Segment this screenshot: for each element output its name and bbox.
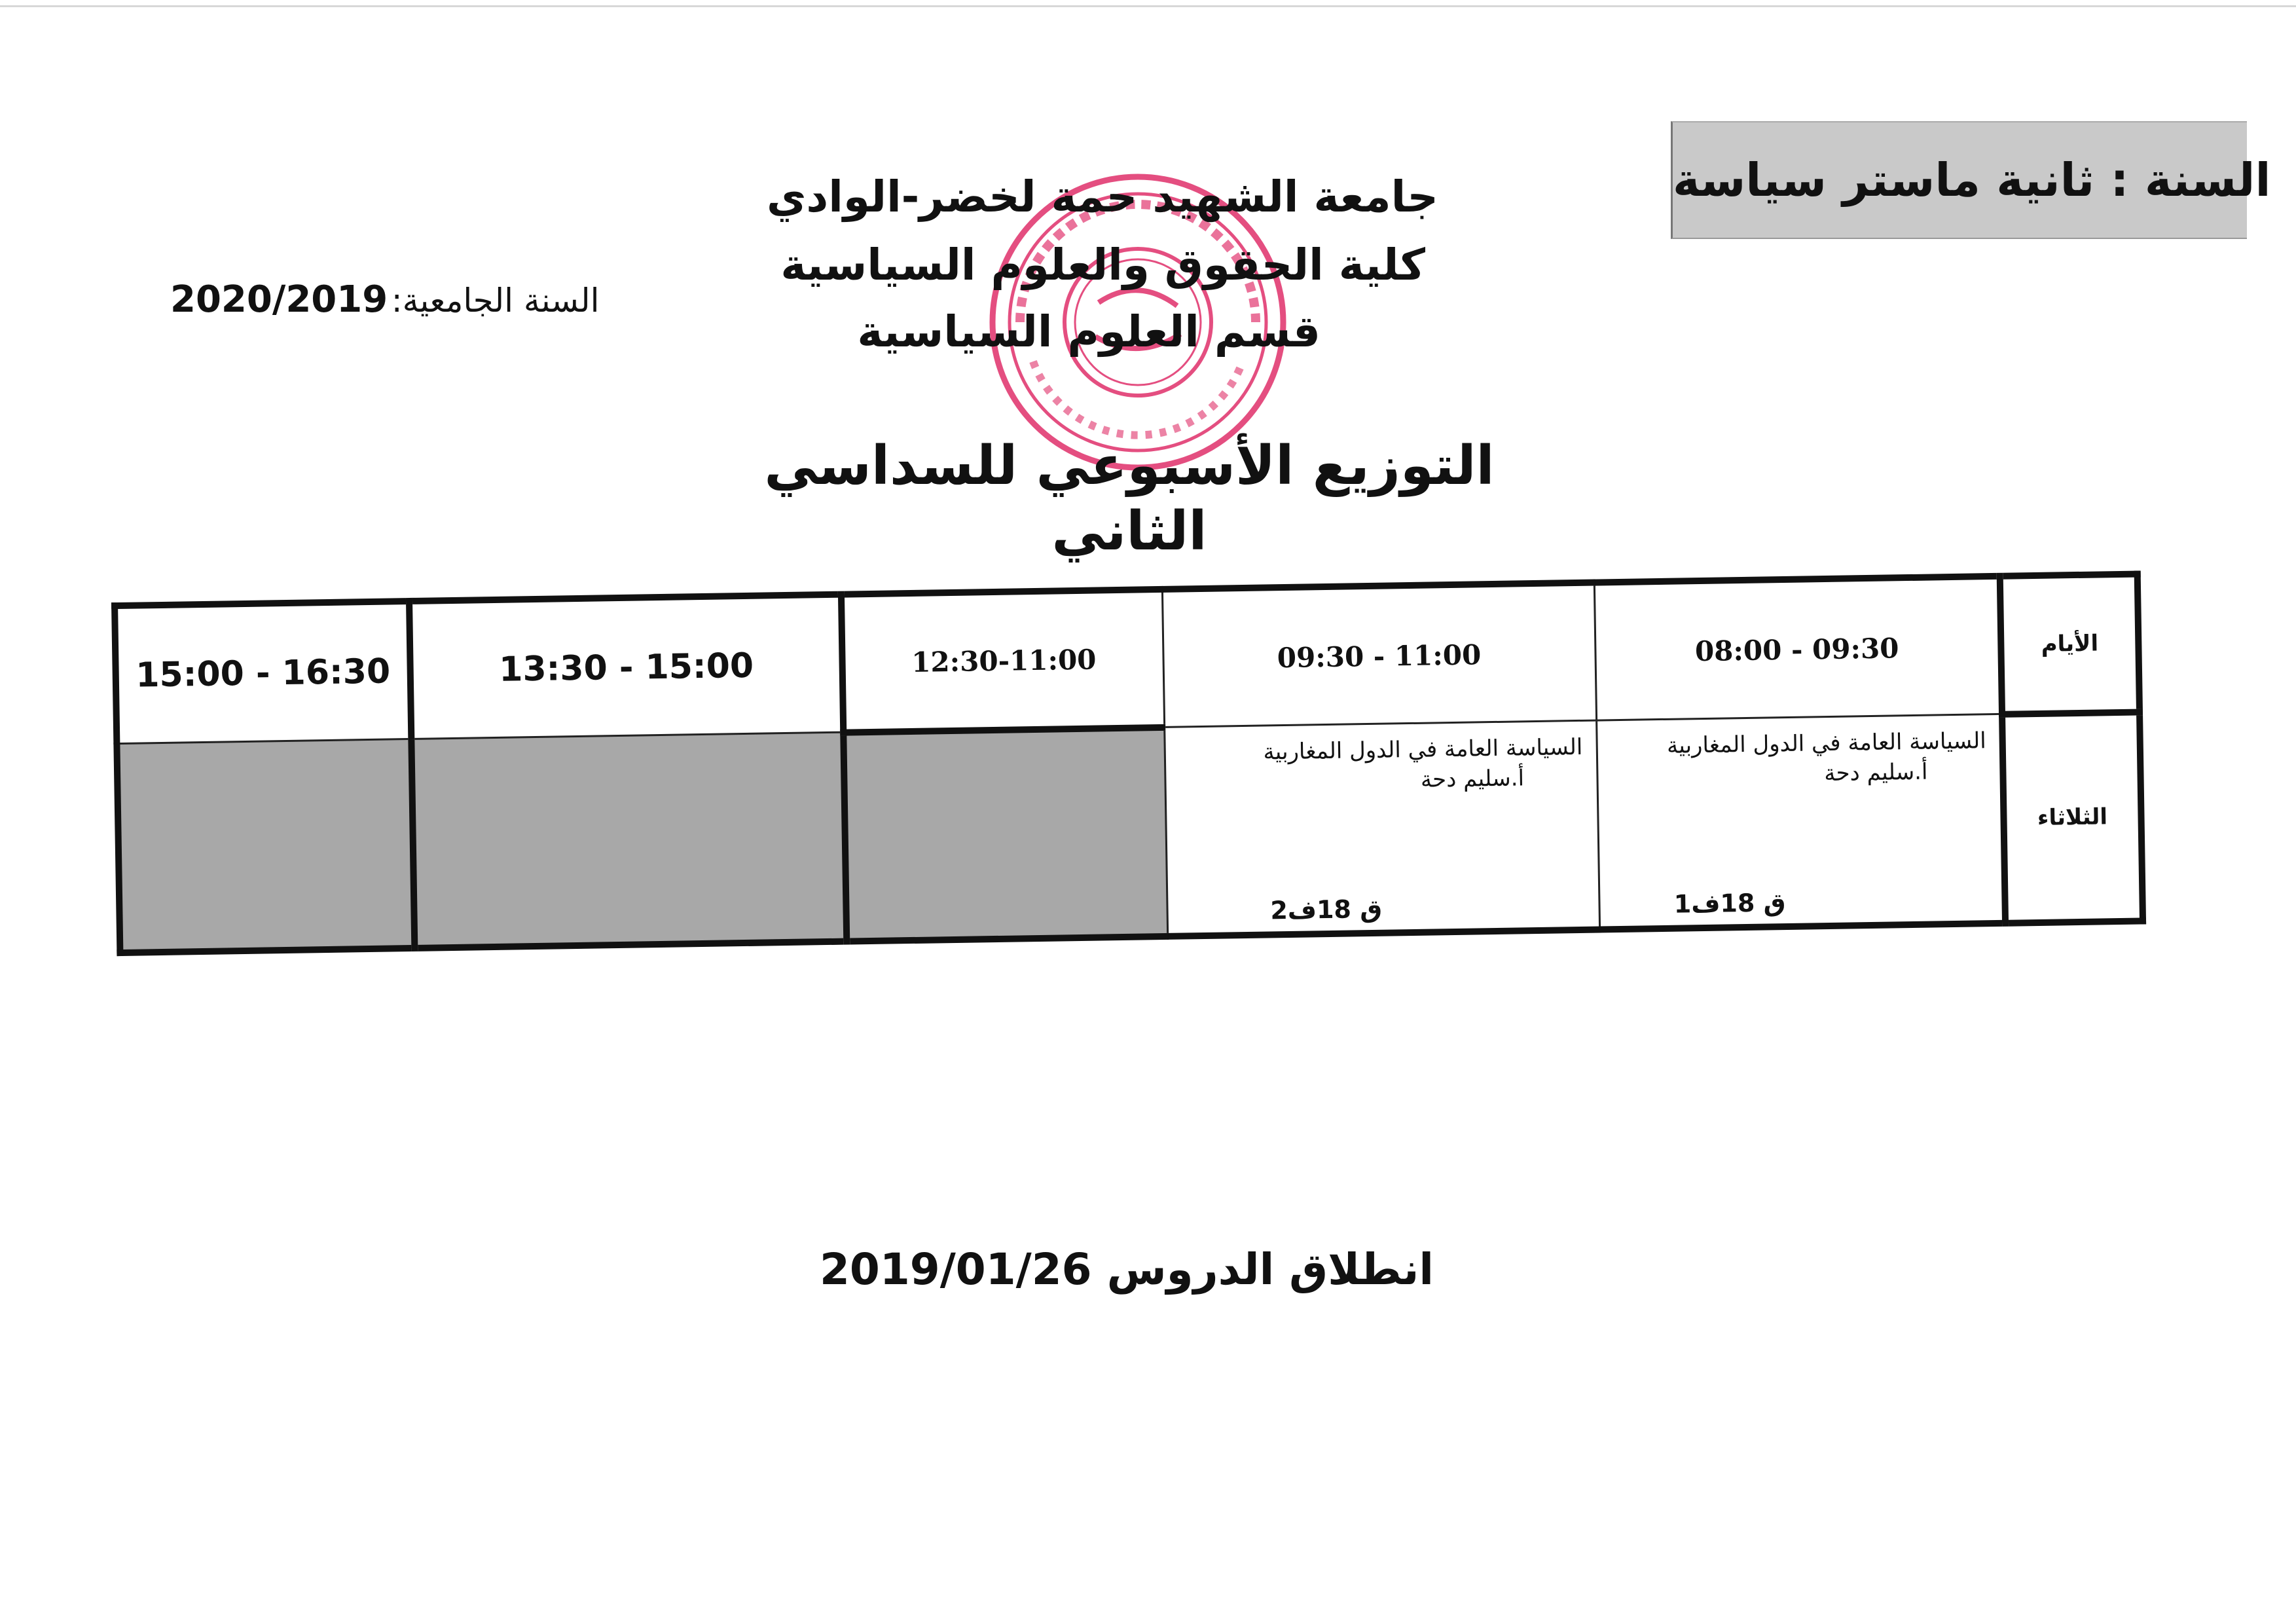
slot-header-cell — [841, 589, 1164, 732]
study-year-box — [1671, 121, 2271, 239]
academic-year-label: السنة الجامعية: — [391, 282, 600, 320]
slot-header-cell — [409, 595, 843, 739]
slot-header: 11:00 - 09:30 — [1277, 638, 1482, 674]
study-year-label: السنة : ثانية ماستر سياسة — [1673, 153, 2271, 207]
table-row — [117, 712, 2143, 953]
day-cell — [2002, 712, 2143, 923]
department-name: قسم العلوم السياسية — [857, 306, 1321, 357]
professor-name: أ.سليم دحة — [1420, 765, 1525, 794]
room-label: ق 18ف2 — [1270, 894, 1383, 925]
room-label: ق 18ف1 — [1673, 888, 1786, 919]
professor-name: أ.سليم دحة — [1824, 758, 1928, 787]
course-name: السياسة العامة في الدول المغاربية — [1666, 728, 1986, 760]
slot-header-cell — [115, 601, 411, 744]
slot-header-cell — [1594, 576, 2002, 721]
slot-header: 15:00 - 13:30 — [498, 646, 754, 690]
classes-start — [820, 1244, 1434, 1295]
empty-slot-cell — [117, 739, 414, 953]
academic-year — [170, 278, 600, 321]
page-title: التوزيع الأسبوعي للسداسي الثاني — [764, 435, 1495, 563]
schedule-table — [118, 570, 2146, 955]
classes-start-label: انطلاق الدروس — [1106, 1244, 1434, 1295]
academic-year-value: 2020/2019 — [170, 278, 388, 321]
day-label: الثلاثاء — [2037, 803, 2108, 832]
classes-start-date: 2019/01/26 — [820, 1244, 1092, 1295]
empty-slot-cell — [411, 732, 847, 948]
course-name: السياسة العامة في الدول المغاربية — [1263, 734, 1583, 766]
slot-header: 12:30-11:00 — [911, 643, 1097, 678]
days-header-cell — [2000, 574, 2140, 714]
scan-edge-line — [0, 5, 2296, 7]
faculty-name: كلية الحقوق والعلوم السياسية — [780, 240, 1425, 290]
session-cell — [1596, 714, 2005, 930]
days-header: الأيام — [2041, 630, 2099, 658]
slot-header: 09:30 - 08:00 — [1694, 631, 1899, 667]
slot-header-cell — [1162, 583, 1596, 728]
slot-header: 16:30 - 15:00 — [135, 652, 391, 695]
empty-slot-cell — [843, 728, 1167, 942]
session-cell — [1164, 720, 1599, 936]
university-name: جامعة الشهيد حمة لخضر-الوادي — [766, 172, 1438, 222]
